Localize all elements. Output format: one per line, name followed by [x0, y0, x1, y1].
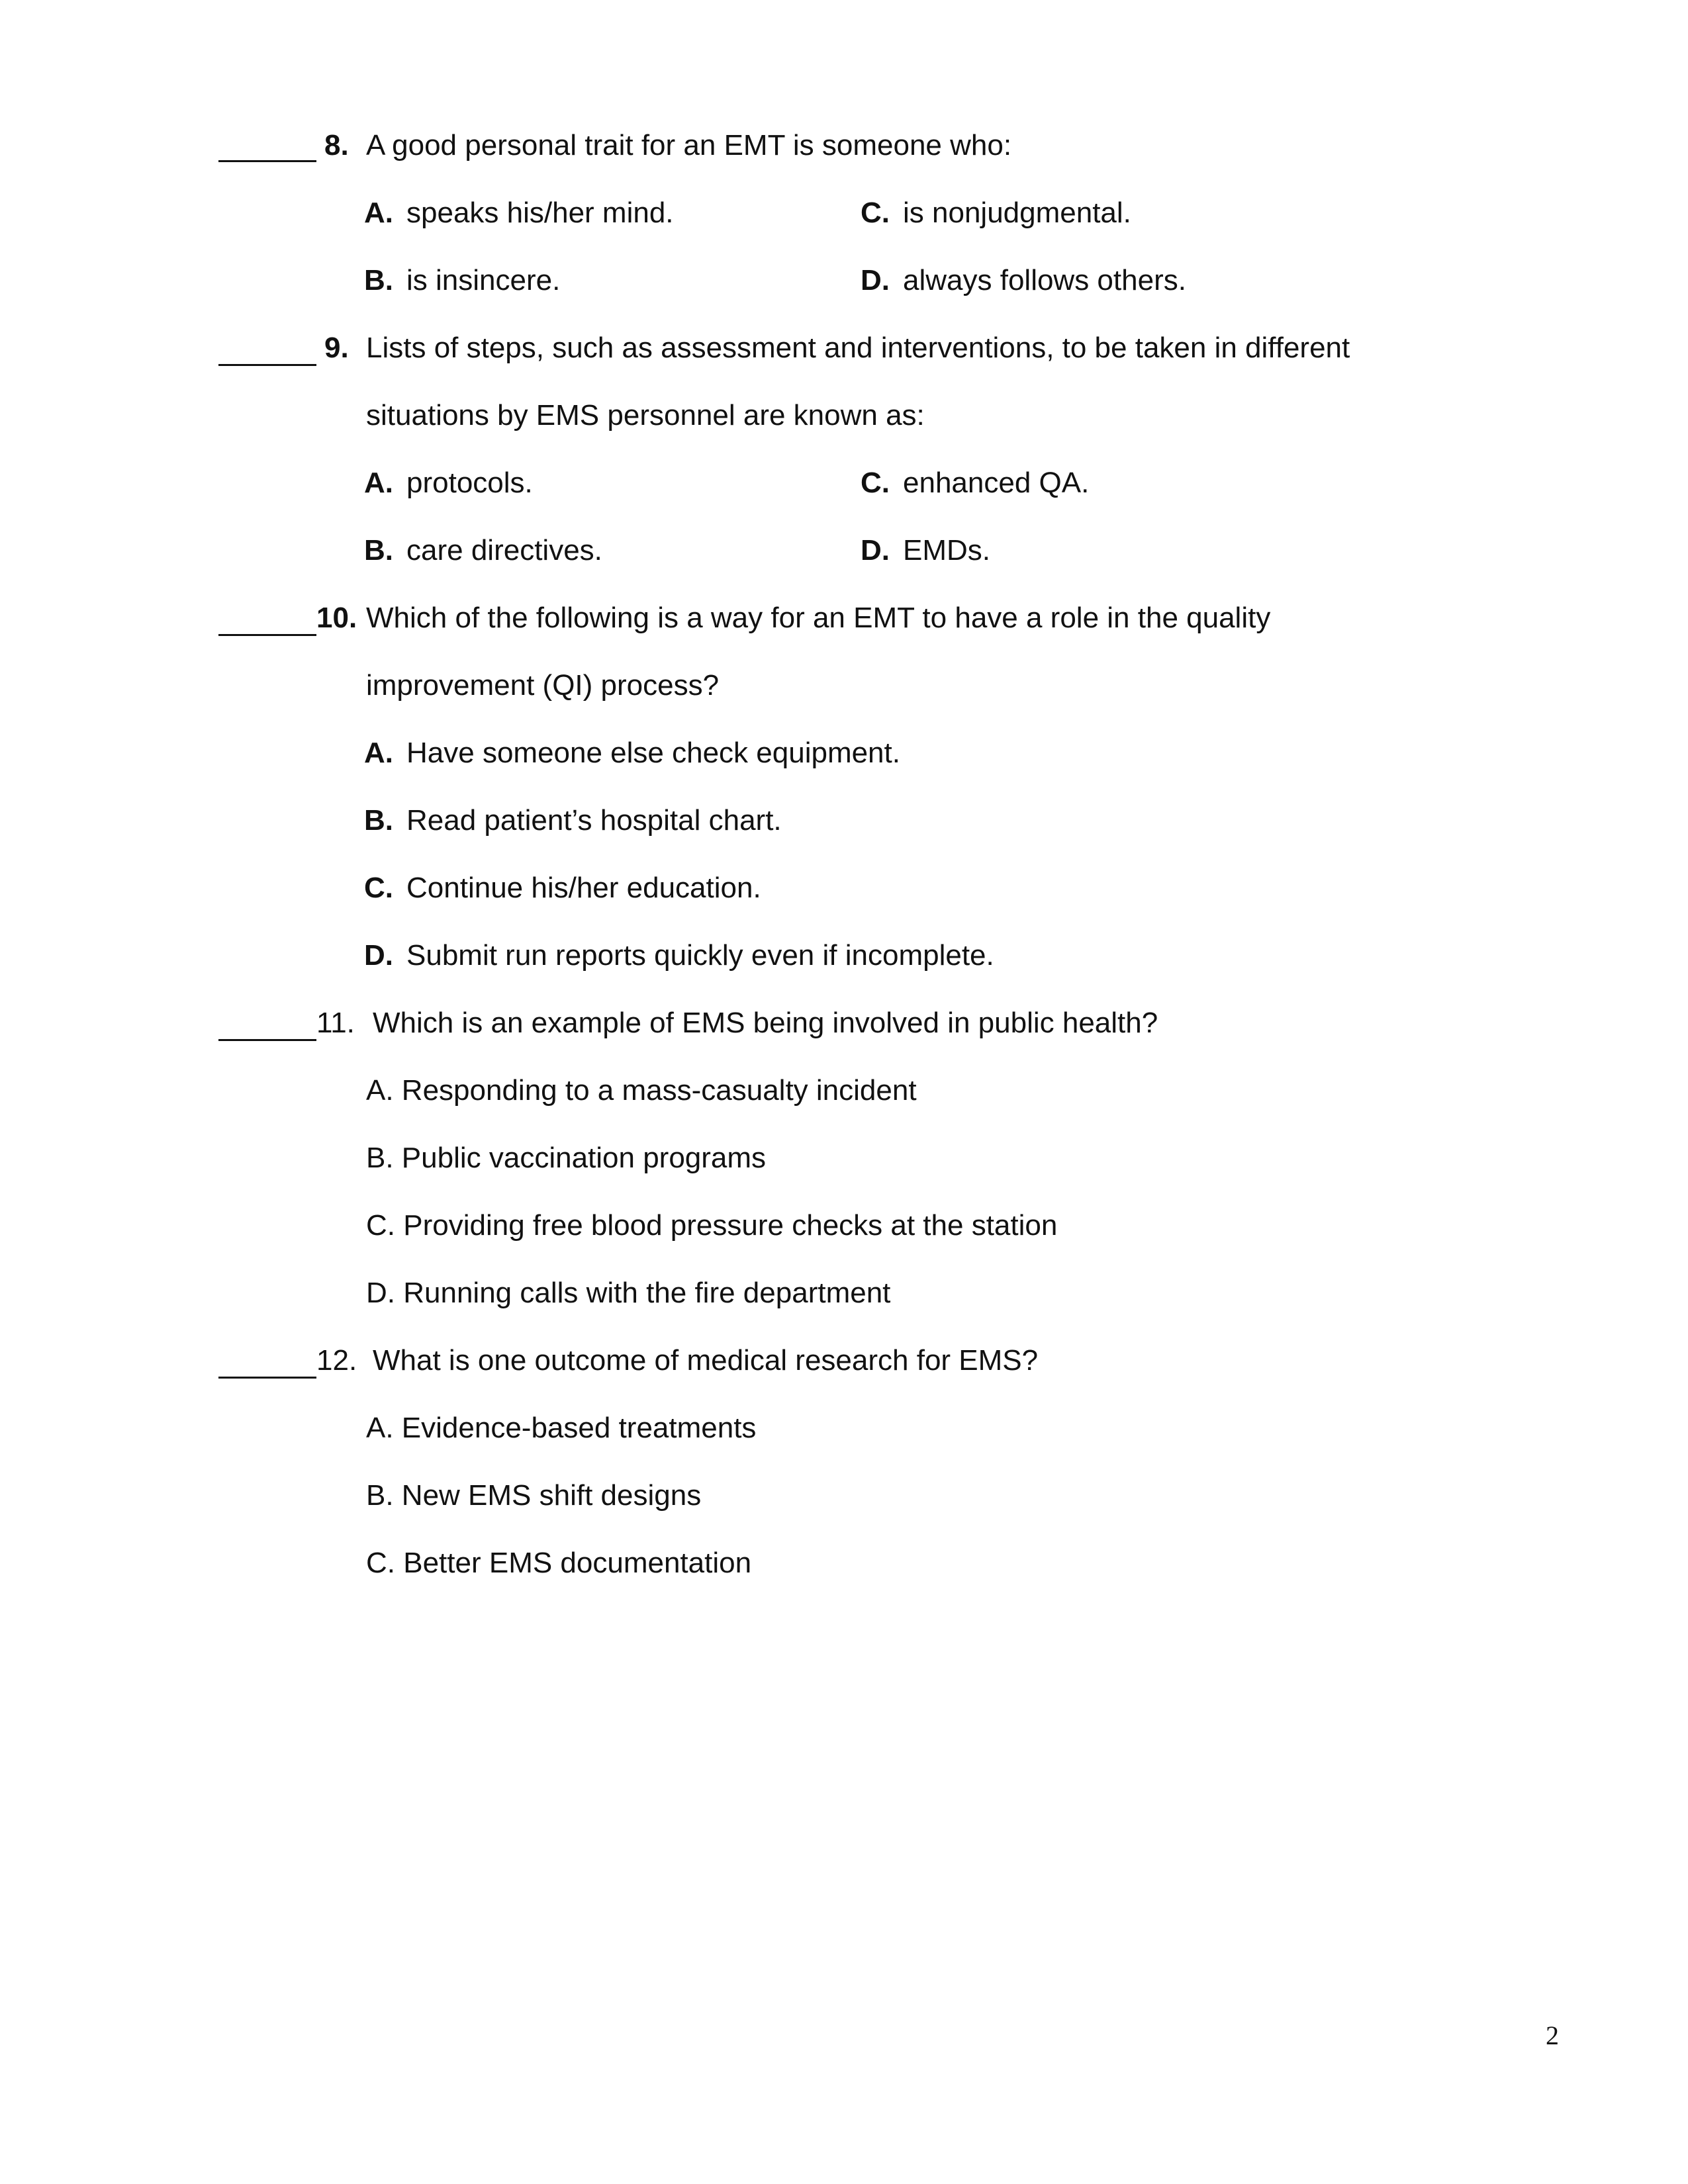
option-text: is insincere.	[406, 264, 561, 296]
answer-blank-q12[interactable]	[218, 1350, 316, 1379]
option	[364, 736, 900, 770]
option: A. Evidence-based treatments	[366, 1412, 757, 1444]
option-letter: C.	[364, 872, 393, 904]
option	[364, 466, 533, 500]
option-text: care directives.	[406, 534, 602, 567]
option-text: always follows others.	[903, 264, 1186, 296]
option-text: Read patient’s hospital chart.	[406, 804, 782, 837]
option-letter: C.	[861, 197, 890, 229]
option-letter: A.	[364, 467, 393, 499]
option: C. Providing free blood pressure checks at the station	[366, 1209, 1058, 1242]
question-number: 10.	[316, 602, 357, 634]
option	[861, 466, 1089, 500]
option	[861, 533, 990, 568]
page-number: 2	[1546, 2021, 1559, 2050]
option: C. Better EMS documentation	[366, 1547, 752, 1579]
option	[364, 196, 674, 230]
answer-blank-q8[interactable]	[218, 134, 316, 162]
answer-blank-q10[interactable]	[218, 608, 316, 636]
option-letter: D.	[861, 534, 890, 567]
option-text: speaks his/her mind.	[406, 197, 674, 229]
option-text: enhanced QA.	[903, 467, 1090, 499]
option	[364, 871, 761, 905]
option	[364, 938, 994, 973]
option	[364, 803, 782, 838]
option-letter: A.	[364, 737, 393, 769]
question-stem: improvement (QI) process?	[366, 669, 720, 702]
question-stem: Which of the following is a way for an EMT to have a role in the quality	[366, 602, 1271, 634]
question-number: 9.	[324, 332, 349, 364]
question-stem: Lists of steps, such as assessment and interventions, to be taken in different	[366, 332, 1350, 364]
option	[861, 263, 1186, 298]
option: A. Responding to a mass-casualty incident	[366, 1074, 917, 1107]
option	[364, 263, 560, 298]
option-letter: C.	[861, 467, 890, 499]
option-letter: B.	[364, 534, 393, 567]
question-stem: situations by EMS personnel are known as:	[366, 399, 925, 432]
question-stem: A good personal trait for an EMT is someone who:	[366, 129, 1012, 161]
option-text: Submit run reports quickly even if incomplete.	[406, 939, 994, 972]
question-number: 12.	[316, 1344, 357, 1377]
question-number: 11.	[316, 1007, 355, 1039]
option	[861, 196, 1131, 230]
answer-blank-q11[interactable]	[218, 1013, 316, 1041]
question-number: 8.	[324, 129, 349, 161]
option-text: protocols.	[406, 467, 533, 499]
option-text: EMDs.	[903, 534, 990, 567]
option-letter: B.	[364, 264, 393, 296]
question-stem: Which is an example of EMS being involved in public health?	[373, 1007, 1158, 1039]
question-stem: What is one outcome of medical research for EMS?	[373, 1344, 1039, 1377]
option-letter: D.	[861, 264, 890, 296]
option	[364, 533, 602, 568]
option-text: Have someone else check equipment.	[406, 737, 900, 769]
option-text: Continue his/her education.	[406, 872, 761, 904]
option: B. Public vaccination programs	[366, 1142, 767, 1174]
answer-blank-q9[interactable]	[218, 338, 316, 366]
option: D. Running calls with the fire department	[366, 1277, 891, 1309]
option: B. New EMS shift designs	[366, 1479, 702, 1512]
option-letter: A.	[364, 197, 393, 229]
option-letter: B.	[364, 804, 393, 837]
option-text: is nonjudgmental.	[903, 197, 1131, 229]
option-letter: D.	[364, 939, 393, 972]
